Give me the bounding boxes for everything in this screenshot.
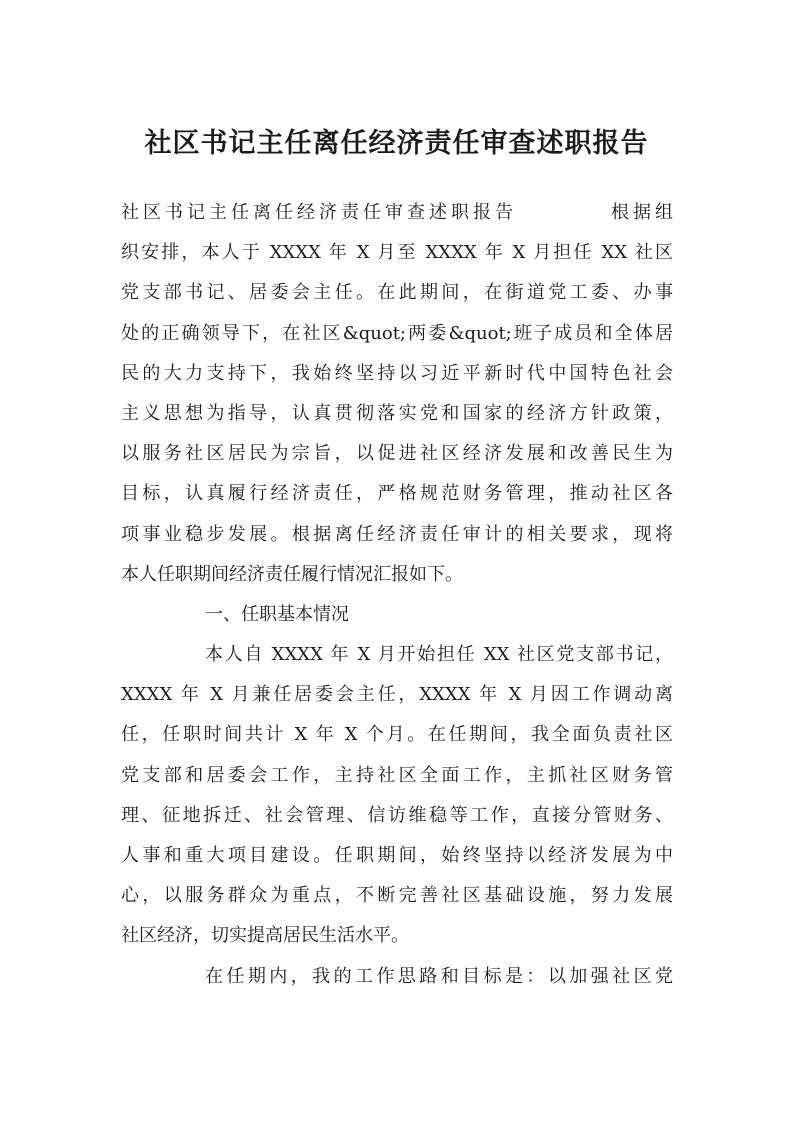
body-line: 主义思想为指导，认真贯彻落实党和国家的经济方针政策， [121, 402, 673, 424]
body-line-text: 社区书记主任离任经济责任审查述职报告 [121, 202, 517, 223]
body-line: 在任期内，我的工作思路和目标是：以加强社区党 [205, 965, 673, 987]
body-line: 理、征地拆迁、社会管理、信访维稳等工作，直接分管财务、 [121, 804, 673, 826]
body-line: 处的正确领导下，在社区&quot;两委&quot;班子成员和全体居 [121, 322, 673, 344]
body-line: 党支部书记、居委会主任。在此期间，在街道党工委、办事 [121, 282, 673, 304]
body-line: XXXX 年 X 月兼任居委会主任，XXXX 年 X 月因工作调动离 [121, 684, 673, 706]
body-line: 以服务社区居民为宗旨，以促进社区经济发展和改善民生为 [121, 443, 673, 465]
body-line: 党支部和居委会工作，主持社区全面工作，主抓社区财务管 [121, 764, 673, 786]
body-line: 社区经济，切实提高居民生活水平。 [121, 925, 409, 947]
body-line: 民的大力支持下，我始终坚持以习近平新时代中国特色社会 [121, 362, 673, 384]
document-title: 社区书记主任离任经济责任审查述职报告 [144, 128, 649, 159]
body-line: 织安排，本人于 XXXX 年 X 月至 XXXX 年 X 月担任 XX 社区 [121, 242, 673, 264]
body-line: 心，以服务群众为重点，不断完善社区基础设施，努力发展 [121, 885, 673, 907]
body-line: 任，任职时间共计 X 年 X 个月。在任期间，我全面负责社区 [121, 724, 673, 746]
body-line [121, 193, 673, 233]
body-line: 本人任职期间经济责任履行情况汇报如下。 [121, 563, 463, 585]
document-body [121, 193, 673, 997]
section-heading: 一、任职基本情况 [205, 603, 349, 625]
body-line-text: 根据组 [607, 202, 673, 223]
body-line: 本人自 XXXX 年 X 月开始担任 XX 社区党支部书记， [205, 644, 673, 666]
body-line: 人事和重大项目建设。任职期间，始终坚持以经济发展为中 [121, 845, 673, 866]
body-line: 目标，认真履行经济责任，严格规范财务管理，推动社区各 [121, 483, 673, 505]
body-line: 项事业稳步发展。根据离任经济责任审计的相关要求，现将 [121, 523, 673, 545]
